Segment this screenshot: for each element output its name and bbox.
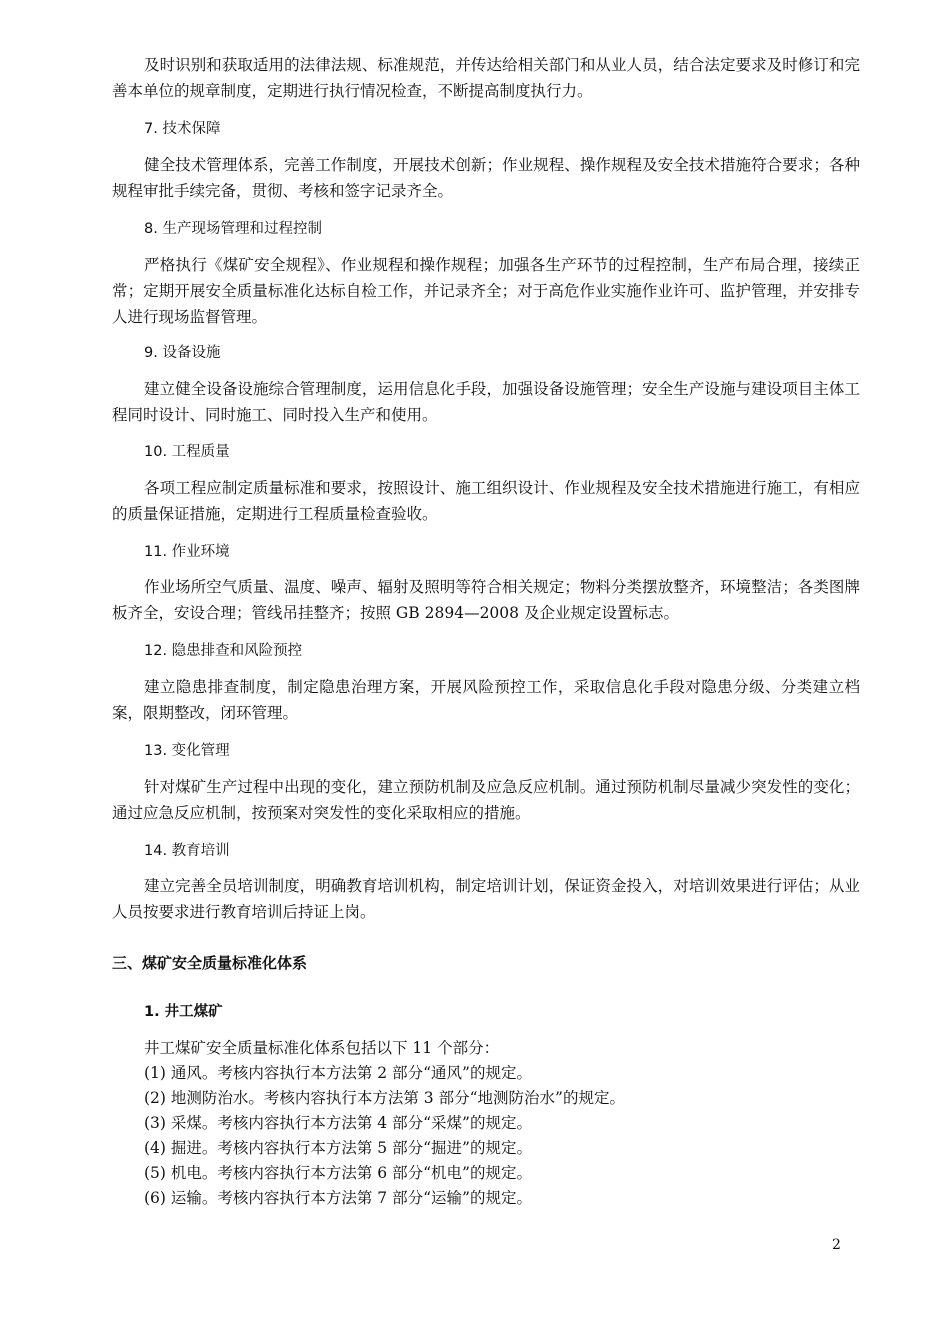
section-3-intro: 井工煤矿安全质量标准化体系包括以下 11 个部分：: [144, 1039, 500, 1057]
item-9-body: 建立健全设备设施综合管理制度，运用信息化手段，加强设备设施管理；安全生产设施与建设项目主体工程同时设计、同时施工、同时投入生产和使用。: [112, 380, 860, 424]
item-7-heading: 7. 技术保障: [144, 121, 221, 137]
item-12-body: 建立隐患排查制度，制定隐患治理方案，开展风险预控工作，采取信息化手段对隐患分级、分类建立档案，限期整改，闭环管理。: [112, 678, 860, 722]
list-item: (3) 采煤。考核内容执行本方法第 4 部分“采煤”的规定。: [144, 1114, 532, 1132]
list-item: (4) 掘进。考核内容执行本方法第 5 部分“掘进”的规定。: [144, 1139, 532, 1157]
item-10-heading: 10. 工程质量: [144, 444, 230, 460]
intro-paragraph: 及时识别和获取适用的法律法规、标准规范，并传达给相关部门和从业人员，结合法定要求及时修订和完善本单位的规章制度，定期进行执行情况检查，不断提高制度执行力。: [112, 56, 860, 100]
section-3-title: 三、煤矿安全质量标准化体系: [112, 954, 308, 972]
list-item: (5) 机电。考核内容执行本方法第 6 部分“机电”的规定。: [144, 1164, 532, 1182]
item-10-body: 各项工程应制定质量标准和要求，按照设计、施工组织设计、作业规程及安全技术措施进行施工，有相应的质量保证措施，定期进行工程质量检查验收。: [112, 479, 860, 523]
item-11-heading: 11. 作业环境: [144, 544, 230, 560]
item-13-heading: 13. 变化管理: [144, 743, 230, 759]
list-item: (2) 地测防治水。考核内容执行本方法第 3 部分“地测防治水”的规定。: [144, 1089, 625, 1107]
item-11-body: 作业场所空气质量、温度、噪声、辐射及照明等符合相关规定；物料分类摆放整齐，环境整洁；各类图牌板齐全，安设合理；管线吊挂整齐；按照 GB 2894—2008 及企业规定设置标志。: [112, 578, 860, 622]
item-8-heading: 8. 生产现场管理和过程控制: [144, 221, 322, 237]
page-number: 2: [832, 1237, 841, 1253]
item-14-body: 建立完善全员培训制度，明确教育培训机构，制定培训计划，保证资金投入，对培训效果进行评估；从业人员按要求进行教育培训后持证上岗。: [112, 877, 860, 921]
item-8-body: 严格执行《煤矿安全规程》、作业规程和操作规程；加强各生产环节的过程控制，生产布局合理，接续正常；定期开展安全质量标准化达标自检工作，并记录齐全；对于高危作业实施作业许可、监护管理，并安排专人进行现场监督管理。: [112, 256, 860, 326]
item-13-body: 针对煤矿生产过程中出现的变化，建立预防机制及应急反应机制。通过预防机制尽量减少突发性的变化；通过应急反应机制，按预案对突发性的变化采取相应的措施。: [112, 778, 860, 822]
item-12-heading: 12. 隐患排查和风险预控: [144, 643, 303, 659]
section-3-subheading: 1. 井工煤矿: [144, 1004, 223, 1020]
item-14-heading: 14. 教育培训: [144, 843, 230, 859]
item-9-heading: 9. 设备设施: [144, 345, 221, 361]
list-item: (1) 通风。考核内容执行本方法第 2 部分“通风”的规定。: [144, 1064, 532, 1082]
item-7-body: 健全技术管理体系，完善工作制度，开展技术创新；作业规程、操作规程及安全技术措施符合要求；各种规程审批手续完备，贯彻、考核和签字记录齐全。: [112, 156, 860, 200]
list-item: (6) 运输。考核内容执行本方法第 7 部分“运输”的规定。: [144, 1189, 532, 1207]
